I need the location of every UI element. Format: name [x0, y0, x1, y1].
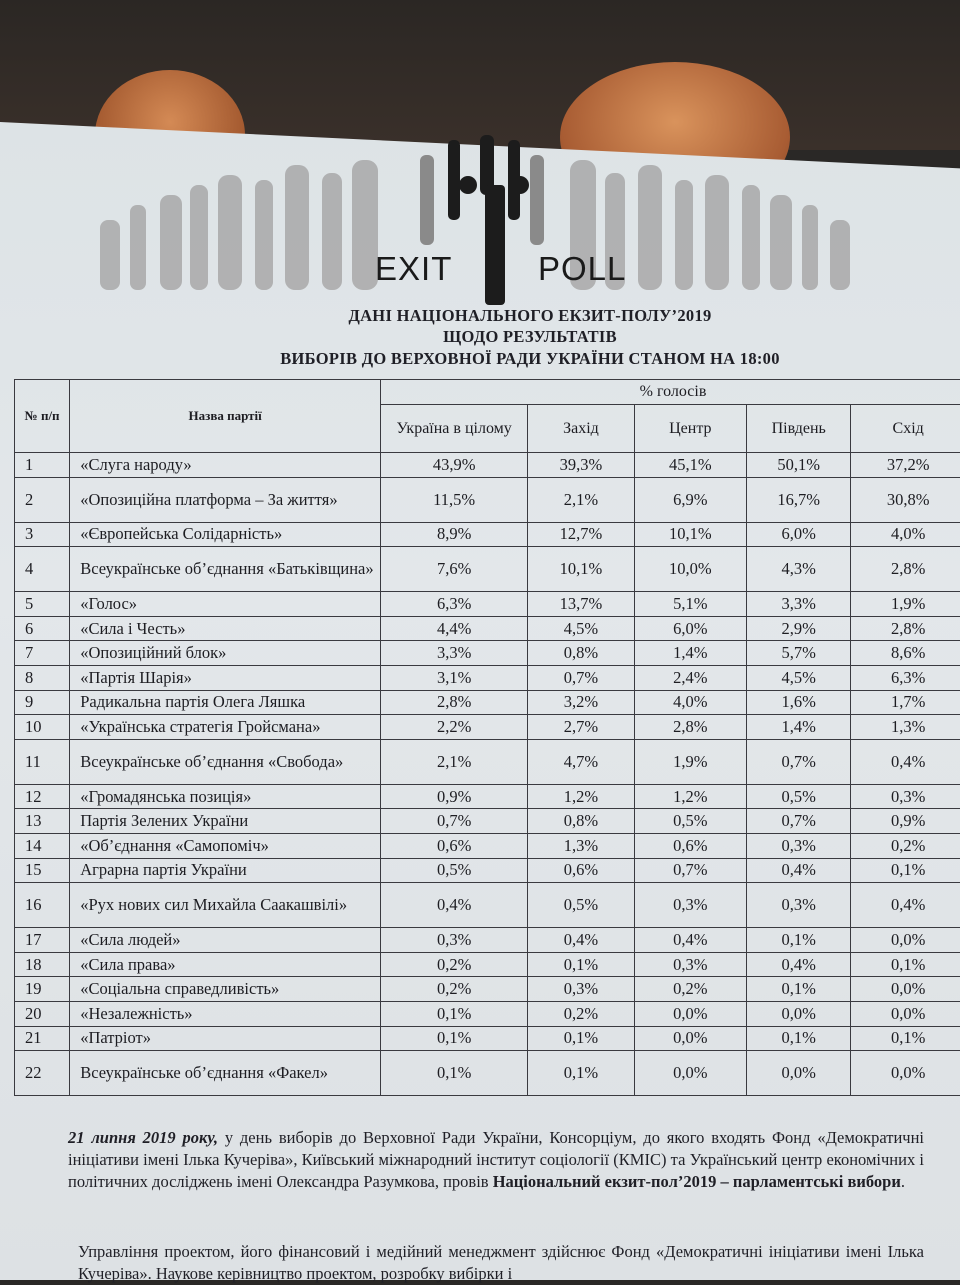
vote-percent-cell: 39,3%	[528, 453, 634, 478]
vote-percent-cell: 0,0%	[851, 977, 960, 1002]
intro-text: у день виборів до Верховної Ради України, Консорціум, до якого входять Фонд «Демократичні ініціативи імені Ілька Кучеріва», Київський міжнародний інститут соціології (КМІС) та Український центр економічних і політичних досліджень імені Олександра Разумкова, провів	[68, 1128, 924, 1191]
party-name: «Опозиційний блок»	[70, 641, 381, 666]
vote-percent-cell: 0,1%	[528, 1026, 634, 1051]
party-name: «Громадянська позиція»	[70, 784, 381, 809]
row-number: 15	[15, 858, 70, 883]
vote-percent-cell: 0,7%	[747, 809, 851, 834]
vote-percent-cell: 0,1%	[851, 952, 960, 977]
row-number: 20	[15, 1001, 70, 1026]
vote-percent-cell: 0,2%	[381, 977, 528, 1002]
management-paragraph: Управління проектом, його фінансовий і медійний менеджмент здійснює Фонд «Демократичні ініціативи імені Ілька Кучеріва». Наукове керівництво проектом, розробку вибірки і	[78, 1241, 924, 1285]
table-row	[15, 1026, 960, 1051]
party-name: Радикальна партія Олега Ляшка	[70, 690, 381, 715]
vote-percent-cell: 0,2%	[634, 977, 746, 1002]
vote-percent-cell: 43,9%	[381, 453, 528, 478]
vote-percent-cell: 1,4%	[634, 641, 746, 666]
row-number: 22	[15, 1051, 70, 1096]
row-number: 16	[15, 883, 70, 928]
vote-percent-cell: 2,4%	[634, 665, 746, 690]
vote-percent-cell: 1,9%	[851, 592, 960, 617]
row-number: 17	[15, 928, 70, 953]
vote-percent-cell: 0,1%	[381, 1026, 528, 1051]
header-number: № п/п	[15, 380, 70, 453]
table-row	[15, 522, 960, 547]
vote-percent-cell: 0,9%	[851, 809, 960, 834]
vote-percent-cell: 0,4%	[747, 858, 851, 883]
vote-percent-cell: 6,0%	[747, 522, 851, 547]
results-table	[14, 379, 960, 1096]
vote-percent-cell: 4,0%	[634, 690, 746, 715]
vote-percent-cell: 37,2%	[851, 453, 960, 478]
logo-word-poll: POLL	[538, 250, 626, 288]
vote-percent-cell: 2,2%	[381, 715, 528, 740]
header-region-center: Центр	[634, 405, 746, 453]
vote-percent-cell: 0,4%	[528, 928, 634, 953]
vote-percent-cell: 0,2%	[851, 833, 960, 858]
vote-percent-cell: 0,3%	[634, 952, 746, 977]
vote-percent-cell: 4,5%	[528, 616, 634, 641]
row-number: 12	[15, 784, 70, 809]
party-name: «Соціальна справедливість»	[70, 977, 381, 1002]
vote-percent-cell: 0,3%	[747, 833, 851, 858]
header-region-west: Захід	[528, 405, 634, 453]
vote-percent-cell: 0,7%	[634, 858, 746, 883]
intro-paragraph	[68, 1127, 924, 1193]
vote-percent-cell: 3,1%	[381, 665, 528, 690]
party-name: «Об’єднання «Самопоміч»	[70, 833, 381, 858]
table-row	[15, 809, 960, 834]
vote-percent-cell: 0,2%	[528, 1001, 634, 1026]
vote-percent-cell: 1,9%	[634, 739, 746, 784]
party-name: «Рух нових сил Михайла Саакашвілі»	[70, 883, 381, 928]
logo-word-exit: EXIT	[375, 250, 452, 288]
vote-percent-cell: 1,2%	[528, 784, 634, 809]
document-title-line-2: ЩОДО РЕЗУЛЬТАТІВ	[120, 327, 940, 347]
row-number: 4	[15, 547, 70, 592]
vote-percent-cell: 3,3%	[381, 641, 528, 666]
vote-percent-cell: 0,5%	[528, 883, 634, 928]
vote-percent-cell: 1,3%	[528, 833, 634, 858]
table-row	[15, 592, 960, 617]
table-row	[15, 616, 960, 641]
party-name: «Опозиційна платформа – За життя»	[70, 477, 381, 522]
table-row	[15, 690, 960, 715]
header-region-east: Схід	[851, 405, 960, 453]
table-row	[15, 952, 960, 977]
vote-percent-cell: 1,6%	[747, 690, 851, 715]
table-row	[15, 858, 960, 883]
vote-percent-cell: 5,7%	[747, 641, 851, 666]
row-number: 8	[15, 665, 70, 690]
vote-percent-cell: 4,4%	[381, 616, 528, 641]
vote-percent-cell: 0,3%	[381, 928, 528, 953]
table-row	[15, 883, 960, 928]
vote-percent-cell: 4,0%	[851, 522, 960, 547]
table-row	[15, 1001, 960, 1026]
party-name: Аграрна партія України	[70, 858, 381, 883]
vote-percent-cell: 1,7%	[851, 690, 960, 715]
vote-percent-cell: 0,6%	[381, 833, 528, 858]
party-name: Всеукраїнське об’єднання «Факел»	[70, 1051, 381, 1096]
row-number: 18	[15, 952, 70, 977]
table-row	[15, 715, 960, 740]
vote-percent-cell: 0,7%	[747, 739, 851, 784]
vote-percent-cell: 0,1%	[851, 1026, 960, 1051]
vote-percent-cell: 1,2%	[634, 784, 746, 809]
party-name: «Сила людей»	[70, 928, 381, 953]
vote-percent-cell: 3,2%	[528, 690, 634, 715]
vote-percent-cell: 0,0%	[851, 1001, 960, 1026]
vote-percent-cell: 10,1%	[634, 522, 746, 547]
vote-percent-cell: 6,9%	[634, 477, 746, 522]
party-name: «Українська стратегія Гройсмана»	[70, 715, 381, 740]
party-name: «Голос»	[70, 592, 381, 617]
vote-percent-cell: 4,7%	[528, 739, 634, 784]
document-title-line-3: ВИБОРІВ ДО ВЕРХОВНОЇ РАДИ УКРАЇНИ СТАНОМ НА 18:00	[120, 349, 940, 369]
vote-percent-cell: 45,1%	[634, 453, 746, 478]
header-region-south: Південь	[747, 405, 851, 453]
vote-percent-cell: 0,1%	[381, 1001, 528, 1026]
party-name: «Патріот»	[70, 1026, 381, 1051]
row-number: 6	[15, 616, 70, 641]
vote-percent-cell: 0,0%	[634, 1001, 746, 1026]
vote-percent-cell: 2,9%	[747, 616, 851, 641]
vote-percent-cell: 13,7%	[528, 592, 634, 617]
header-region-ukraine: Україна в цілому	[381, 405, 528, 453]
row-number: 14	[15, 833, 70, 858]
row-number: 2	[15, 477, 70, 522]
vote-percent-cell: 0,1%	[851, 858, 960, 883]
header-party-name: Назва партії	[70, 380, 381, 453]
table-row	[15, 641, 960, 666]
vote-percent-cell: 0,8%	[528, 809, 634, 834]
vote-percent-cell: 0,4%	[381, 883, 528, 928]
vote-percent-cell: 0,4%	[747, 952, 851, 977]
party-name: «Слуга народу»	[70, 453, 381, 478]
intro-bold-text: Національний екзит-пол’2019 – парламентські вибори	[493, 1172, 901, 1191]
row-number: 21	[15, 1026, 70, 1051]
vote-percent-cell: 30,8%	[851, 477, 960, 522]
vote-percent-cell: 8,6%	[851, 641, 960, 666]
party-name: Всеукраїнське об’єднання «Батьківщина»	[70, 547, 381, 592]
vote-percent-cell: 0,4%	[634, 928, 746, 953]
vote-percent-cell: 0,5%	[634, 809, 746, 834]
vote-percent-cell: 4,5%	[747, 665, 851, 690]
row-number: 11	[15, 739, 70, 784]
vote-percent-cell: 10,1%	[528, 547, 634, 592]
vote-percent-cell: 10,0%	[634, 547, 746, 592]
vote-percent-cell: 0,1%	[747, 1026, 851, 1051]
vote-percent-cell: 12,7%	[528, 522, 634, 547]
vote-percent-cell: 0,6%	[634, 833, 746, 858]
vote-percent-cell: 6,0%	[634, 616, 746, 641]
vote-percent-cell: 0,4%	[851, 739, 960, 784]
row-number: 7	[15, 641, 70, 666]
vote-percent-cell: 0,1%	[747, 928, 851, 953]
vote-percent-cell: 0,2%	[381, 952, 528, 977]
vote-percent-cell: 0,0%	[747, 1001, 851, 1026]
vote-percent-cell: 0,3%	[528, 977, 634, 1002]
vote-percent-cell: 0,3%	[851, 784, 960, 809]
vote-percent-cell: 50,1%	[747, 453, 851, 478]
vote-percent-cell: 0,9%	[381, 784, 528, 809]
vote-percent-cell: 0,0%	[634, 1051, 746, 1096]
vote-percent-cell: 2,7%	[528, 715, 634, 740]
exit-poll-logo	[90, 135, 870, 305]
vote-percent-cell: 0,5%	[381, 858, 528, 883]
vote-percent-cell: 0,3%	[747, 883, 851, 928]
row-number: 19	[15, 977, 70, 1002]
vote-percent-cell: 7,6%	[381, 547, 528, 592]
vote-percent-cell: 8,9%	[381, 522, 528, 547]
vote-percent-cell: 0,7%	[381, 809, 528, 834]
table-row	[15, 928, 960, 953]
table-row	[15, 784, 960, 809]
row-number: 10	[15, 715, 70, 740]
table-row	[15, 477, 960, 522]
vote-percent-cell: 4,3%	[747, 547, 851, 592]
vote-percent-cell: 16,7%	[747, 477, 851, 522]
table-row	[15, 1051, 960, 1096]
vote-percent-cell: 0,1%	[747, 977, 851, 1002]
vote-percent-cell: 0,7%	[528, 665, 634, 690]
party-name: «Європейська Солідарність»	[70, 522, 381, 547]
table-row	[15, 665, 960, 690]
vote-percent-cell: 0,6%	[528, 858, 634, 883]
vote-percent-cell: 0,3%	[634, 883, 746, 928]
row-number: 1	[15, 453, 70, 478]
vote-percent-cell: 2,8%	[634, 715, 746, 740]
vote-percent-cell: 0,0%	[851, 928, 960, 953]
vote-percent-cell: 3,3%	[747, 592, 851, 617]
vote-percent-cell: 2,8%	[851, 616, 960, 641]
vote-percent-cell: 6,3%	[851, 665, 960, 690]
row-number: 5	[15, 592, 70, 617]
party-name: «Сила і Честь»	[70, 616, 381, 641]
vote-percent-cell: 2,1%	[381, 739, 528, 784]
vote-percent-cell: 0,8%	[528, 641, 634, 666]
row-number: 9	[15, 690, 70, 715]
party-name: «Незалежність»	[70, 1001, 381, 1026]
party-name: «Партія Шарія»	[70, 665, 381, 690]
party-name: Всеукраїнське об’єднання «Свобода»	[70, 739, 381, 784]
vote-percent-cell: 6,3%	[381, 592, 528, 617]
vote-percent-cell: 0,4%	[851, 883, 960, 928]
vote-percent-cell: 11,5%	[381, 477, 528, 522]
row-number: 13	[15, 809, 70, 834]
vote-percent-cell: 0,1%	[528, 1051, 634, 1096]
vote-percent-cell: 0,5%	[747, 784, 851, 809]
table-row	[15, 547, 960, 592]
document-title-line-1: ДАНІ НАЦІОНАЛЬНОГО ЕКЗИТ-ПОЛУ’2019	[120, 306, 940, 326]
vote-percent-cell: 0,1%	[528, 952, 634, 977]
vote-percent-cell: 0,0%	[634, 1026, 746, 1051]
party-name: «Сила права»	[70, 952, 381, 977]
intro-end: .	[901, 1172, 905, 1191]
vote-percent-cell: 2,1%	[528, 477, 634, 522]
table-row	[15, 453, 960, 478]
vote-percent-cell: 2,8%	[851, 547, 960, 592]
header-percent-votes: % голосів	[381, 380, 960, 405]
table-row	[15, 739, 960, 784]
table-row	[15, 977, 960, 1002]
table-row	[15, 833, 960, 858]
vote-percent-cell: 1,4%	[747, 715, 851, 740]
vote-percent-cell: 0,0%	[747, 1051, 851, 1096]
vote-percent-cell: 0,1%	[381, 1051, 528, 1096]
vote-percent-cell: 1,3%	[851, 715, 960, 740]
vote-percent-cell: 5,1%	[634, 592, 746, 617]
party-name: Партія Зелених України	[70, 809, 381, 834]
vote-percent-cell: 2,8%	[381, 690, 528, 715]
intro-date: 21 липня 2019 року,	[68, 1128, 218, 1147]
row-number: 3	[15, 522, 70, 547]
vote-percent-cell: 0,0%	[851, 1051, 960, 1096]
